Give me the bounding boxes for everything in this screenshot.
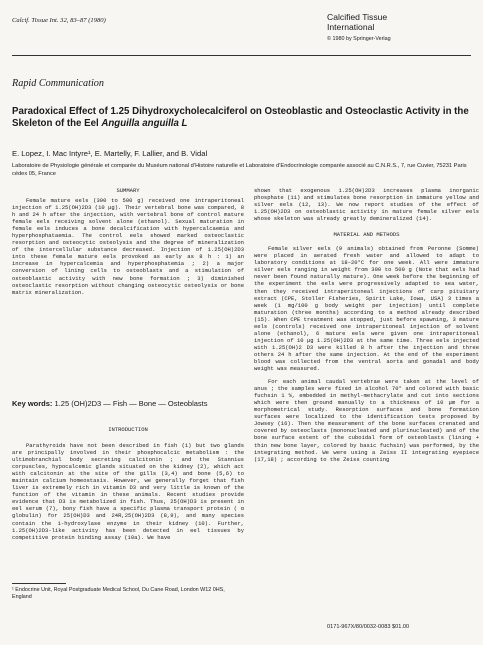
footnote-rule	[12, 583, 66, 584]
summary-text: Female mature eels (300 to 500 g) received one intraperitoneal injection of 1.25(OH)2D3 (10 μg). Their vertebral bone was compared, 8 h and 24 h after the injection, with vertebral bone of control mature female eels receiving solvent alone (ethanol). Sexual maturation in female eels induces a bone decalcification with hypercalcaemia and hyperphosphataemia. The control eels showed marked osteoclastic resorption and osteocytic osteolysis and the degree of mineralization of the intercellular substance decreased. Injection of 1.25(OH)2D3 into these female mature eels provoked as early as 8 h : 1) an increase in hypercalcemia and hyperphosphatemia ; 2) a major conversion of lining cells to osteoblasts and a stimulation of osteoblastic activity with new bone formation ; 3) diminished osteoclastic resorption without changing osteocytic osteolysis or bone matrix mineralization.	[12, 197, 244, 296]
journal-citation: Calcif. Tissue Int. 32, 83–87 (1980)	[12, 17, 106, 24]
introduction-continued: shown that exogenous 1.25(OH)2D3 increases plasma inorganic phosphate (11) and stimulates bone resorption in immature yellow and silver eels (12, 13). We now report studies of the effect of 1.25(OH)2D3 on osteoblastic activity in mature female silver eels whose skeleton was already greatly demineralized (14).	[254, 187, 479, 223]
introduction-heading: INTRODUCTION	[108, 426, 148, 433]
methods-paragraph-1: Female silver eels (9 animals) obtained from Peronne (Somme) were placed in aerated fresh water and allowed to adapt to laboratory conditions at 18–20°C for one week. All were immature silver eels ranging in weight from 300 to 500 g (Note that eels had never been found naturally mature). One week before the beginning of the experiment the eels were progressively adapted to sea water, then they received intraperitoneal injections of carp pituitary extract (CPE, Stoller Fisheries, Spirit Lake, Iowa, USA) 3 times a week (1 mg/100 g body weight per injection) until complete maturation (three months) according to a method already described (15). When CPE treatment was stopped, just before spawning, 3 mature eels (controls) received one intraperitoneal injection of solvent alone (ethanol), 6 mature eels were given one intraperitoneal injection of 10 μg 1.25(OH)2D3 at the same time. Three eels injected with 1.25(OH)2 D3 were killed 8 h after the injection and three others 24 h after the same injection. At the end of the experiment blood was collected from the ventral aorta and gonadal and body weight was measured.	[254, 245, 479, 373]
section-label: Rapid Communication	[12, 78, 104, 89]
summary-section	[12, 187, 244, 296]
article-code: 0171-967X/80/0032-0083 $01.00	[327, 624, 410, 630]
keywords-text: 1.25 (OH)2D3 — Fish — Bone — Osteoblasts	[54, 399, 208, 408]
methods-paragraph-2: For each animal caudal vertebrae were taken at the level of anus ; the samples were fixed in alcohol 70° and colored with basic fuchsin 1 %, embedded in methyl-methacrylate and cut into sections which were then ground manually to a thickness of 10 μm for a morphometrical study. Resorption surfaces and bone formation surfaces were localized to the identification tests proposed by Jowsey (16). Then the measurement of the bone surfaces crenated and covered by osteoclasts (mononucleated and plurinucleated) and of the bone surface extent of the cuboidal form of osteoblasts (lining + thin new bone layer, colored by basic fuchsin) was performed, by the integrating method. We were using a Zeiss II integrating eyepiece (17,18) ; according to the Zeiss counting	[254, 378, 479, 463]
footnote: ¹ Endocrine Unit, Royal Postgraduate Medical School, Du Cane Road, London W12 0HS, England	[12, 587, 225, 600]
introduction-section	[12, 426, 244, 541]
right-column	[254, 187, 479, 463]
header-rule	[12, 55, 471, 56]
title-main: Paradoxical Effect of 1.25 Dihydroxycholecalciferol on Osteoblastic and Osteoclastic Activity in the Skeleton of the Eel	[12, 106, 469, 129]
keywords	[12, 399, 242, 408]
author-list: E. Lopez, I. Mac Intyre¹, E. Martelly, F. Lallier, and B. Vidal	[12, 149, 208, 158]
article-title	[12, 106, 478, 130]
journal-name-line2: International	[327, 22, 375, 32]
introduction-text: Parathyroids have not been described in fish (1) but two glands are principally involved in their phosphocalcic metabolism : the ultimobranchial body secreting calcitonin ; and the Stannius corpuscles, hypocalcemic glands situated on the kidney (2), which act with calcitonin at the site of the gills (3,4) and bone (5,6) to maintain calcium homeostasis. However, we generally forget that fish liver is extremely rich in vitamin D3 and very little is known of the function of the vitamin in these animals. Recent studies provide evidence that D3 is metabolized in fish. Thus, 25(OH)D3 is present in eel serum (7), bony fish have a specific plasma transport protein ( α globulin) for 25(OH)D3 and 24R,25(OH)2D3 (8,9), and many species contain the 1-hydroxylase enzyme in their kidney (10). Further, 1.25(OH)2D3-like activity has been detected in eel tissues by competitive protein binding assay (10a). We have	[12, 442, 244, 541]
methods-heading: MATERIAL AND METHODS	[333, 231, 400, 239]
journal-masthead	[327, 12, 477, 42]
summary-heading: SUMMARY	[116, 187, 140, 194]
journal-name-line1: Calcified Tissue	[327, 12, 388, 22]
keywords-label: Key words:	[12, 399, 53, 408]
title-species: Anguilla anguilla L	[101, 118, 188, 129]
journal-copyright: © 1980 by Springer-Verlag	[327, 36, 391, 42]
affiliation: Laboratoire de Physiologie générale et comparée du Muséum national d’Histoire naturelle et Laboratoire d’Endocrinologie comparée associé au C.N.R.S., 7, rue Cuvier, 75231 Paris cédex 05, France	[12, 163, 467, 177]
